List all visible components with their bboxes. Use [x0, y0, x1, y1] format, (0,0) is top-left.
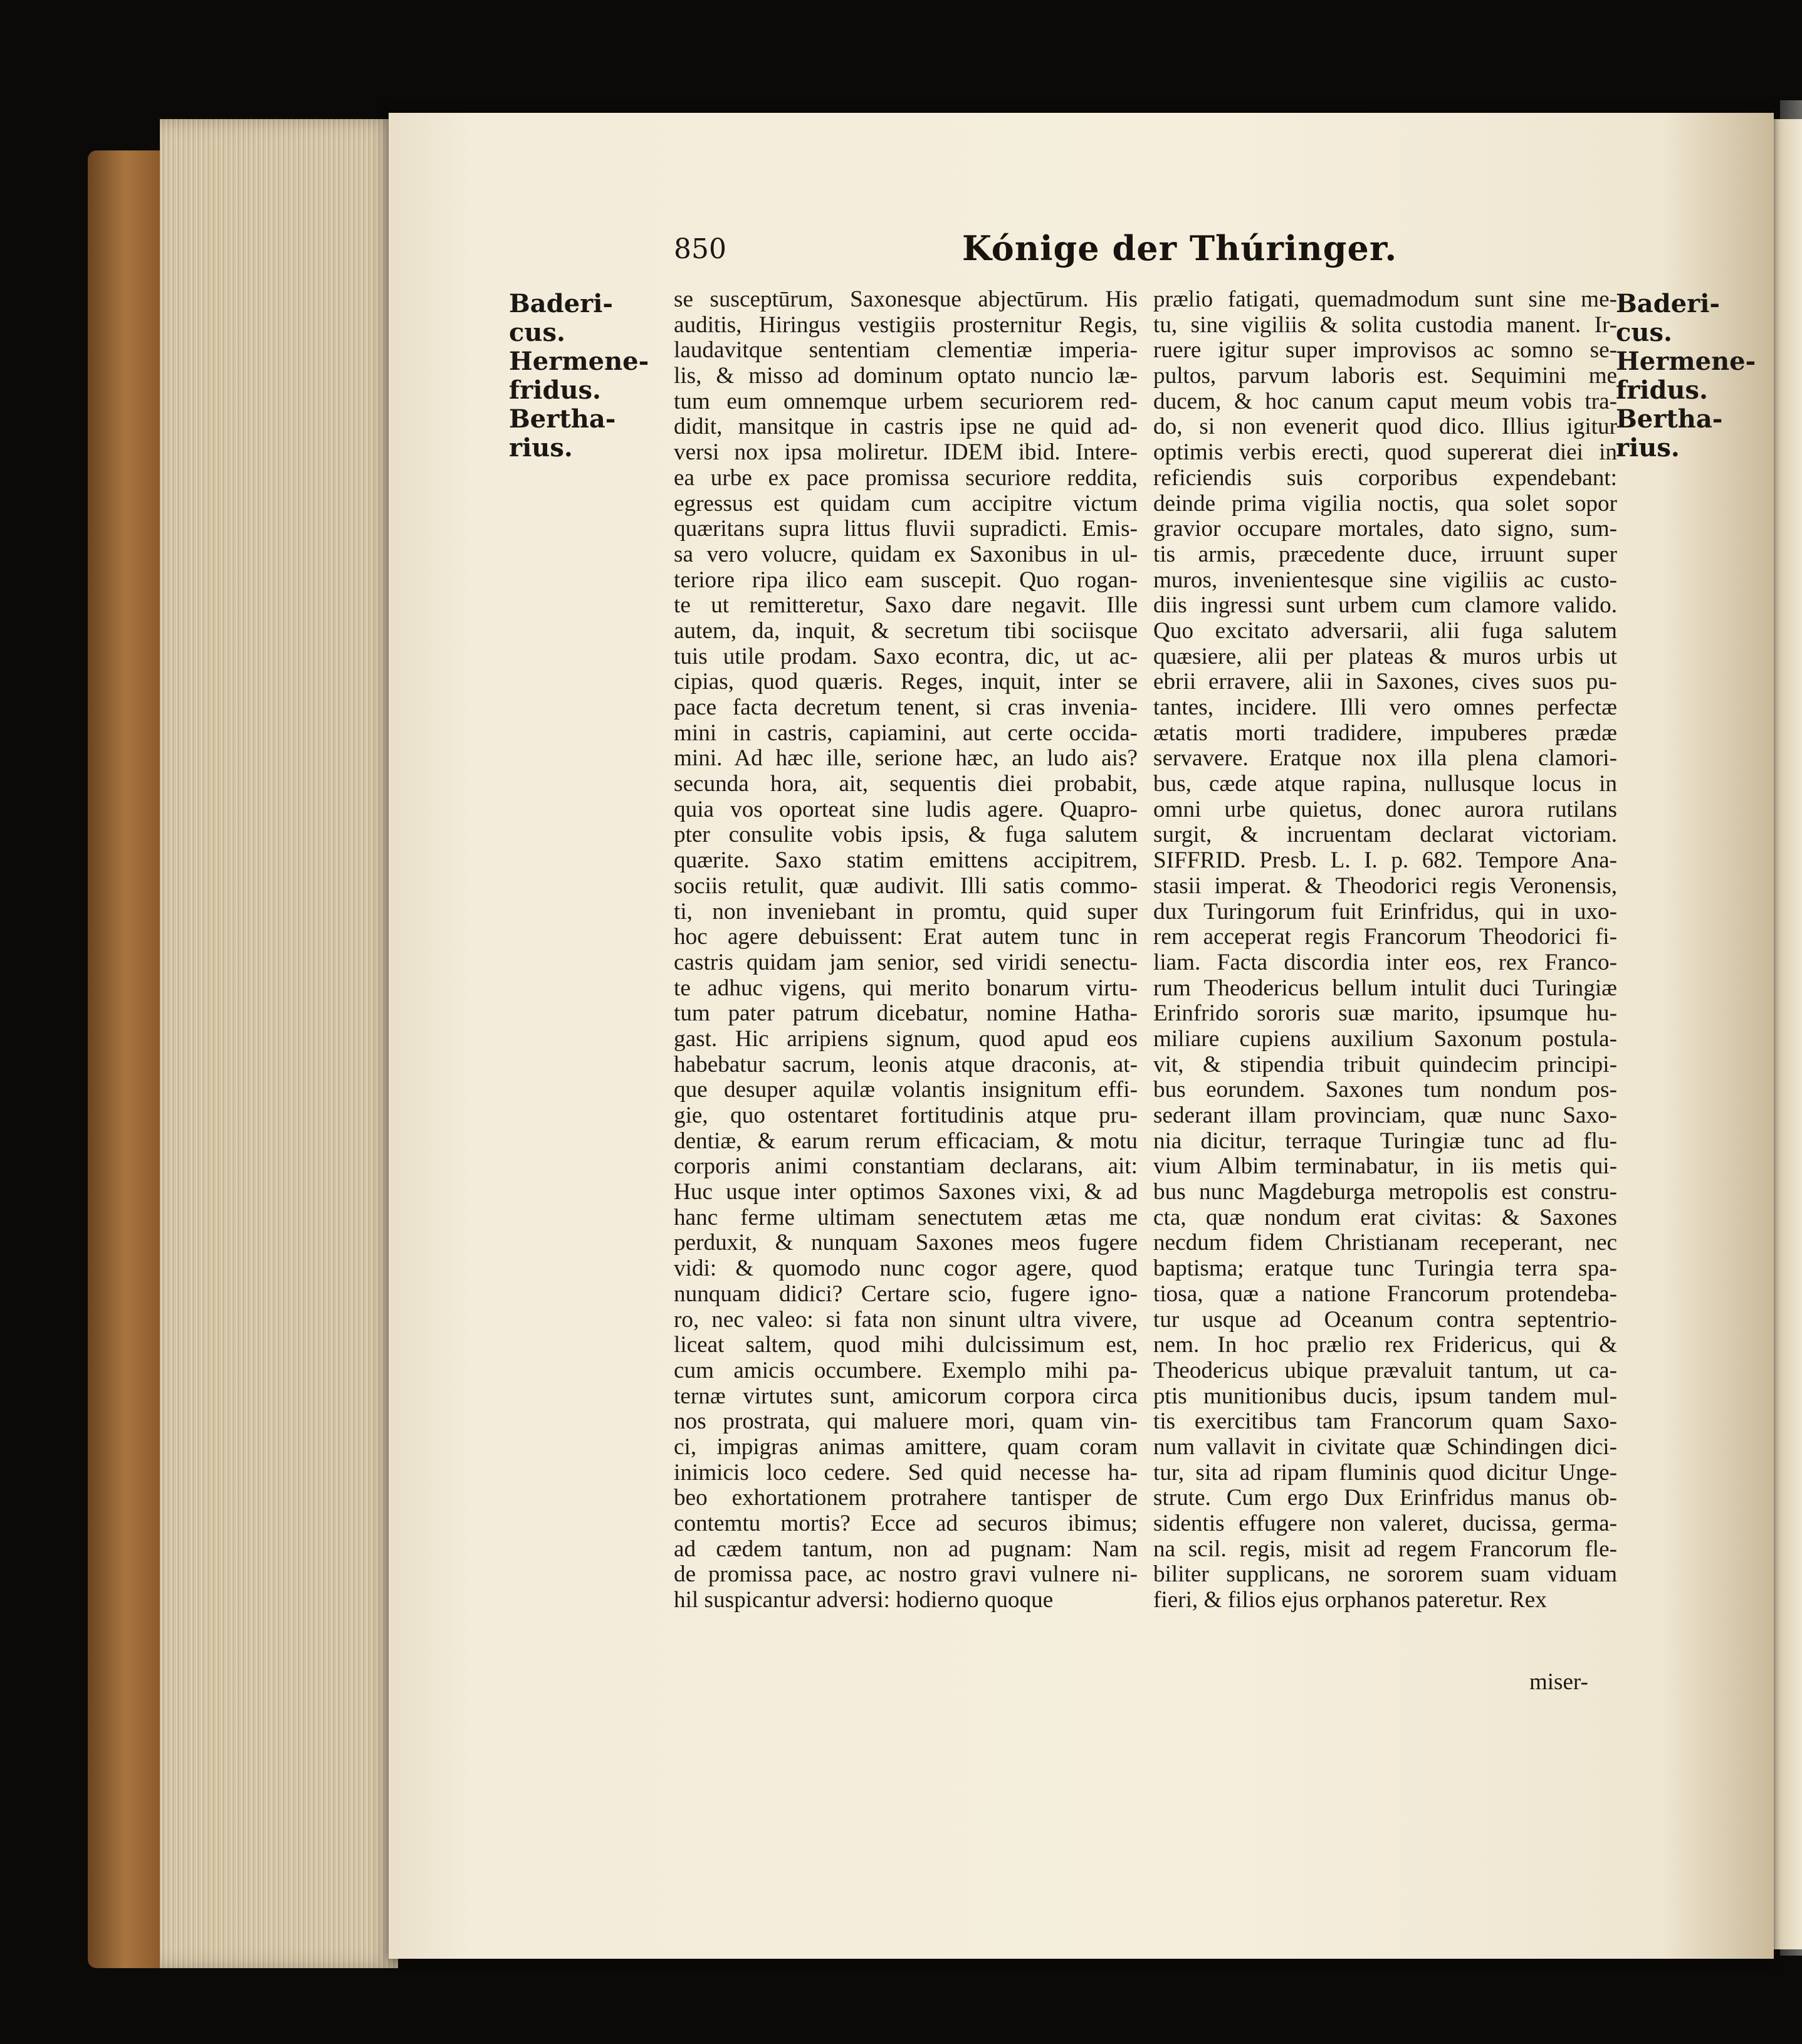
text-line: vit, & stipendia tribuit quindecim principi-	[1153, 1051, 1617, 1077]
text-line: pace facta decretum tenent, si cras invenia-	[674, 694, 1138, 720]
text-line: te adhuc vigens, qui merito bonarum virtu-	[674, 975, 1138, 1001]
text-line: ci, impigras animas amittere, quam coram	[674, 1433, 1138, 1460]
margin-note-line: rius.	[1616, 433, 1680, 463]
text-line: egressus est quidam cum accipitre victum	[674, 490, 1138, 516]
text-line: de promissa pace, ac nostro gravi vulnere ni-	[674, 1561, 1138, 1588]
text-line: contemtu mortis? Ecce ad securos ibimus;	[674, 1511, 1138, 1536]
text-line: Quo excitato adversarii, alii fuga salutem	[1153, 617, 1617, 644]
text-line: liam. Facta discordia inter eos, rex Franco-	[1153, 949, 1617, 975]
text-line: bus eorundem. Saxones tum nondum pos-	[1153, 1077, 1617, 1103]
text-line: nem. In hoc prælio rex Fridericus, qui &	[1153, 1332, 1617, 1358]
text-line: inimicis loco cedere. Sed quid necesse ha-	[674, 1459, 1138, 1486]
text-line: ti, non inveniebant in promtu, quid super	[674, 898, 1138, 925]
text-line: strute. Cum ergo Dux Erinfridus manus ob-	[1153, 1485, 1617, 1511]
text-column-right	[1153, 287, 1617, 1613]
text-line: servavere. Eratque nox illa plena clamori-	[1153, 745, 1617, 772]
text-line: dentiæ, & earum rerum efficaciam, & motu	[674, 1128, 1138, 1154]
text-line: Theodericus ubique prævaluit tantum, ut ca-	[1153, 1357, 1617, 1383]
margin-note-line: cus.	[509, 318, 565, 347]
text-line: optimis verbis erecti, quod supererat diei in	[1153, 439, 1617, 466]
text-line: bus, cæde atque rapina, nullusque locus in	[1153, 771, 1617, 797]
page-edges	[160, 119, 398, 1968]
page-number: 850	[674, 233, 726, 265]
text-line: perduxit, & nunquam Saxones meos fugere	[674, 1230, 1138, 1256]
text-line: na scil. regis, misit ad regem Francorum fle-	[1153, 1536, 1617, 1562]
text-line: SIFFRID. Presb. L. I. p. 682. Tempore Ana-	[1153, 847, 1617, 874]
text-line: gast. Hic arripiens signum, quod apud eos	[674, 1025, 1138, 1052]
text-line: quia vos oporteat sine ludis agere. Quapro-	[674, 796, 1138, 822]
text-line: tis exercitibus tam Francorum quam Saxo-	[1153, 1408, 1617, 1435]
text-line: didit, mansitque in castris ipse ne quid ad-	[674, 414, 1138, 440]
text-line: quæritans supra littus fluvii supradicti. Emis-	[674, 516, 1138, 542]
text-line: teriore ripa ilico eam suscepit. Quo rogan-	[674, 567, 1138, 593]
text-line: secunda hora, ait, sequentis diei probabit,	[674, 771, 1138, 797]
text-line: cum amicis occumbere. Exemplo mihi pa-	[674, 1357, 1138, 1383]
text-line: prælio fatigati, quemadmodum sunt sine me-	[1153, 286, 1617, 312]
text-line: do, si non evenerit quod dico. Illius igitur	[1153, 414, 1617, 440]
text-line: gravior occupare mortales, dato signo, sum-	[1153, 516, 1617, 542]
text-line: ternæ virtutes sunt, amicorum corpora circa	[674, 1383, 1138, 1409]
text-line: habebatur sacrum, leonis atque draconis, at-	[674, 1051, 1138, 1077]
margin-note-left	[509, 290, 672, 463]
text-line: tiosa, quæ a natione Francorum protendeba-	[1153, 1281, 1617, 1307]
text-line: tur, sita ad ripam fluminis quod dicitur Unge-	[1153, 1459, 1617, 1486]
text-column-left	[674, 287, 1138, 1613]
text-line: nunquam didici? Certare scio, fugere igno-	[674, 1281, 1138, 1307]
text-line: quæsiere, alii per plateas & muros urbis ut	[1153, 643, 1617, 669]
text-line: vium Albim terminabatur, in iis metis qui-	[1153, 1153, 1617, 1180]
margin-note-line: Baderi-	[509, 289, 614, 318]
text-line: vidi: & quomodo nunc cogor agere, quod	[674, 1255, 1138, 1282]
text-line: que desuper aquilæ volantis insignitum effi-	[674, 1077, 1138, 1103]
text-line: tuis utile prodam. Saxo econtra, dic, ut ac-	[674, 643, 1138, 669]
text-line: sidentis effugere non valeret, ducissa, germa-	[1153, 1511, 1617, 1536]
text-line: tum eum omnemque urbem securiorem red-	[674, 388, 1138, 414]
text-line: tis armis, præcedente duce, irruunt super	[1153, 541, 1617, 567]
text-line: te ut remitteretur, Saxo dare negavit. Ille	[674, 592, 1138, 619]
text-line: tum pater patrum dicebatur, nomine Hatha-	[674, 1000, 1138, 1027]
text-line: baptisma; eratque tunc Turingia terra spa-	[1153, 1255, 1617, 1282]
text-line: pultos, parvum laboris est. Sequimini me	[1153, 363, 1617, 389]
text-line: muros, invenientesque sine vigiliis ac custo-	[1153, 567, 1617, 593]
text-line: tur usque ad Oceanum contra septentrio-	[1153, 1306, 1617, 1333]
text-line: cta, quæ nondum erat civitas: & Saxones	[1153, 1204, 1617, 1230]
margin-note-line: fridus.	[509, 375, 601, 405]
text-line: rum Theodericus bellum intulit duci Turingiæ	[1153, 975, 1617, 1001]
text-line: beo exhortationem protrahere tantisper de	[674, 1485, 1138, 1511]
text-line: deinde prima vigilia noctis, qua solet sopor	[1153, 490, 1617, 516]
text-line: laudavitque sententiam clementiæ imperia-	[674, 337, 1138, 364]
text-line: rem acceperat regis Francorum Theodorici fi-	[1153, 924, 1617, 950]
text-line: quærite. Saxo statim emittens accipitrem,	[674, 847, 1138, 874]
text-line: sederant illam provinciam, quæ nunc Saxo-	[1153, 1103, 1617, 1128]
text-line: gie, quo ostentaret fortitudinis atque pru-	[674, 1103, 1138, 1128]
text-line: bus nunc Magdeburga metropolis est constru-	[1153, 1179, 1617, 1205]
text-line: mini in castris, capiamini, aut certe occida-	[674, 720, 1138, 746]
margin-note-line: rius.	[509, 433, 573, 463]
text-line: stasii imperat. & Theodorici regis Veronensis,	[1153, 873, 1617, 899]
margin-note-line: cus.	[1616, 318, 1672, 347]
text-line: ea urbe ex pace promissa securiore reddita,	[674, 464, 1138, 491]
margin-note-right	[1616, 290, 1766, 463]
page-header	[674, 228, 1413, 277]
text-line: ducem, & hoc canum caput meum vobis tra-	[1153, 388, 1617, 414]
text-line: nos prostrata, qui maluere mori, quam vin-	[674, 1408, 1138, 1435]
margin-note-line: Hermene-	[509, 347, 649, 376]
text-line: ptis munitionibus ducis, ipsum tandem mul-	[1153, 1383, 1617, 1409]
text-line: corporis animi constantiam declarans, ait:	[674, 1153, 1138, 1180]
text-line: pter consulite vobis ipsis, & fuga salutem	[674, 822, 1138, 848]
text-line: tantes, incidere. Illi vero omnes perfectæ	[1153, 694, 1617, 720]
text-line: autem, da, inquit, & secretum tibi sociisque	[674, 617, 1138, 644]
text-line: sa vero volucre, quidam ex Saxonibus in ul-	[674, 541, 1138, 567]
margin-note-line: Baderi-	[1616, 289, 1721, 318]
text-line: necdum fidem Christianam receperant, nec	[1153, 1230, 1617, 1256]
text-line: hanc ferme ultimam senectutem ætas me	[674, 1204, 1138, 1230]
text-line: fieri, & filios ejus orphanos pateretur. Rex	[1153, 1587, 1547, 1613]
text-line: hil suspicantur adversi: hodierno quoque	[674, 1587, 1054, 1613]
text-line: ruere igitur super improvisos ac somno se-	[1153, 337, 1617, 364]
margin-note-line: Bertha-	[1616, 404, 1723, 434]
text-line: se susceptūrum, Saxonesque abjectūrum. His	[674, 286, 1138, 312]
margin-note-line: Hermene-	[1616, 347, 1756, 376]
text-line: ro, nec valeo: si fata non sinunt ultra vivere,	[674, 1306, 1138, 1333]
text-line: liceat saltem, quod mihi dulcissimum est,	[674, 1332, 1138, 1358]
text-line: reficiendis suis corporibus expendebant:	[1153, 464, 1617, 491]
text-line: castris quidam jam senior, sed viridi senectu-	[674, 949, 1138, 975]
text-line: sociis retulit, quæ audivit. Illi satis commo-	[674, 873, 1138, 899]
text-line: miliare cupiens auxilium Saxonum postula-	[1153, 1025, 1617, 1052]
text-line: auditis, Hiringus vestigiis prosternitur Regis,	[674, 312, 1138, 338]
text-line: tu, sine vigiliis & solita custodia manent. Ir-	[1153, 312, 1617, 338]
text-line: mini. Ad hæc ille, serione hæc, an ludo ais?	[674, 745, 1138, 772]
text-line: biliter supplicans, ne sororem suam viduam	[1153, 1561, 1617, 1588]
text-line: ebrii erravere, alii in Saxones, cives suos pu-	[1153, 669, 1617, 695]
margin-note-line: Bertha-	[509, 404, 616, 434]
text-line: ad cædem tantum, non ad pugnam: Nam	[674, 1536, 1138, 1562]
text-line: versi nox ipsa moliretur. IDEM ibid. Intere-	[674, 439, 1138, 466]
text-line: lis, & misso ad dominum optato nuncio læ-	[674, 363, 1138, 389]
margin-note-line: fridus.	[1616, 375, 1708, 405]
text-line: cipias, quod quæris. Reges, inquit, inter se	[674, 669, 1138, 695]
text-line: surgit, & incruentam declarat victoriam.	[1153, 822, 1617, 848]
text-line: nia dicitur, terraque Turingiæ tunc ad flu-	[1153, 1128, 1617, 1154]
text-line: ætatis morti tradidere, impuberes prædæ	[1153, 720, 1617, 746]
catchword: miser-	[1529, 1669, 1588, 1695]
text-line: num vallavit in civitate quæ Schindingen dici-	[1153, 1433, 1617, 1460]
text-line: omni urbe quietus, donec aurora rutilans	[1153, 796, 1617, 822]
text-line: diis ingressi sunt urbem cum clamore valido.	[1153, 592, 1617, 619]
text-line: Huc usque inter optimos Saxones vixi, & ad	[674, 1179, 1138, 1205]
text-line: dux Turingorum fuit Erinfridus, qui in uxo-	[1153, 898, 1617, 925]
text-line: Erinfrido sororis suæ marito, ipsumque hu-	[1153, 1000, 1617, 1027]
running-title: Kónige der Thúringer.	[962, 228, 1398, 268]
text-line: hoc agere debuissent: Erat autem tunc in	[674, 924, 1138, 950]
